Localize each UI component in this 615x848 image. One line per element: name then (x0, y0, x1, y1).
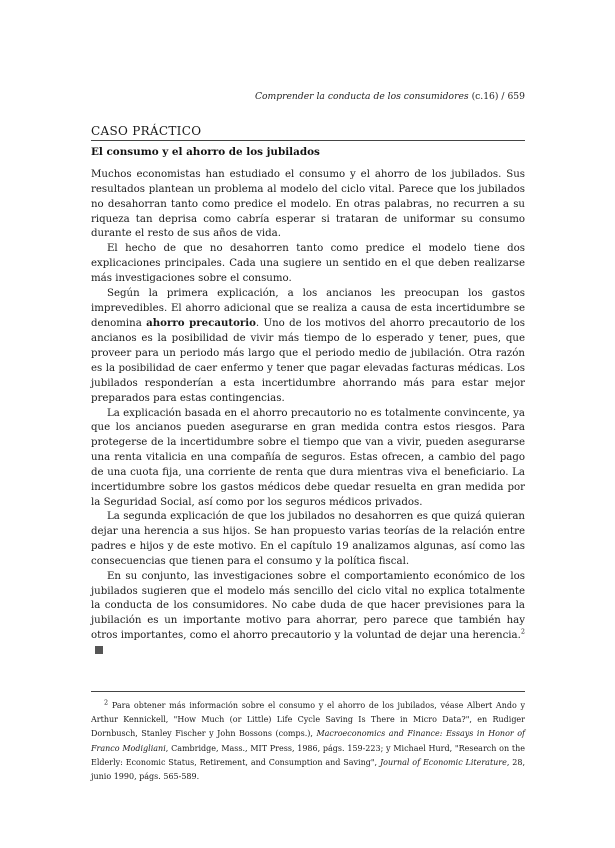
footnote-reference[interactable]: 2 (520, 627, 525, 636)
key-term-ahorro-precautorio: ahorro precautorio (146, 317, 256, 330)
paragraph-6 (91, 570, 525, 659)
running-head-title: Comprender la conducta de los consumidores (254, 91, 469, 102)
footnote-journal-title: Journal of Economic Literature (379, 757, 507, 767)
footnote-book-title: Macroeconomics and Finance: Essays in Honor of Franco Modigliani (91, 729, 525, 753)
case-study-body (91, 168, 525, 659)
footnote-text-2: , Cambridge, Mass., MIT Press, 1986, págs. 159-223; y Michael Hurd, "Research on the Elderly: Economic Status, Retirement, and Consumption and Saving", (91, 743, 525, 767)
paragraph-3-end: . Uno de los motivos del ahorro precautorio de los ancianos es la posibilidad de vivir más tiempo de lo esperado y tener, pues, que proveer para un periodo más largo que el periodo medio de jubilación. Otra razón es la posibilidad de caer enfermo y tener que pagar elevadas facturas médicas. Los jubilados responderían a esta incertidumbre ahorrando más para estar mejor preparados para estas contingencias. (91, 318, 525, 404)
footnote-number: 2 (104, 698, 109, 707)
paragraph-4: La explicación basada en el ahorro precautorio no es totalmente convincente, ya que los ancianos pueden asegurarse en gran medida contra estos riesgos. Para protegerse de la incertidumbre sobre el tiempo que van a vivir, pueden asegurarse una renta vitalicia en una compañía de seguros. Estas ofrecen, a cambio del pago de una cuota fija, una corriente de renta que dura mientras viva el beneficiario. La incertidumbre sobre los gastos médicos debe quedar resuelta en gran medida por la Seguridad Social, así como por los seguros médicos privados. (91, 407, 525, 508)
case-study-divider (91, 140, 525, 141)
case-study-title: El consumo y el ahorro de los jubilados (91, 146, 320, 158)
footnote-divider (91, 691, 525, 692)
footnote-text-3: , 28, junio 1990, págs. 565-589. (91, 757, 525, 782)
case-study-label: CASO PRÁCTICO (91, 124, 202, 138)
page-number: 659 (507, 91, 525, 102)
end-of-section-square-icon (95, 646, 103, 654)
paragraph-5: La segunda explicación de que los jubilados no desahorren es que quizá quieran dejar una herencia a sus hijos. Se han propuesto varias teorías de la relación entre padres e hijos y de este motivo. En el capítulo 19 analizamos algunas, así como las consecuencias que tienen para el consumo y la política fiscal. (91, 511, 525, 567)
running-head-separator: / (501, 91, 505, 102)
paragraph-3 (91, 287, 525, 407)
running-head (91, 91, 525, 103)
paragraph-1: Muchos economistas han estudiado el consumo y el ahorro de los jubilados. Sus resultados plantean un problema al modelo del ciclo vital. Parece que los jubilados no desahorran tanto como predice el modelo. En otras palabras, no recurren a su riqueza tan deprisa como cabría esperar si trataran de uniformar su consumo durante el resto de sus años de vida. (91, 169, 525, 240)
paragraph-6-text: En su conjunto, las investigaciones sobre el comportamiento económico de los jubilados sugieren que el modelo más sencillo del ciclo vital no explica totalmente la conducta de los consumidores. No cabe duda de que hacer previsiones para la jubilación es un importante motivo para ahorrar, pero parece que también hay otros importantes, como el ahorro precautorio y la voluntad de dejar una herencia. (91, 570, 525, 642)
paragraph-2: El hecho de que no desahorren tanto como predice el modelo tiene dos explicaciones principales. Cada una sugiere un sentido en el que deben realizarse más investigaciones sobre el consumo. (91, 243, 525, 284)
running-head-chapter: (c.16) (471, 91, 499, 102)
footnote-text-1: Para obtener más información sobre el consumo y el ahorro de los jubilados, véase Albert Ando y Arthur Kennickell, "How Much (or Little) Life Cycle Saving Is There in Micro Data?", en Rudiger Dornbusch, Stanley Fischer y John Bossons (comps.), (91, 701, 525, 739)
paragraph-3-start: Según la primera explicación, a los ancianos les preocupan los gastos imprevedibles. El ahorro adicional que se realiza a causa de esta incertidumbre se denomina (91, 287, 525, 330)
footnote (91, 699, 525, 784)
